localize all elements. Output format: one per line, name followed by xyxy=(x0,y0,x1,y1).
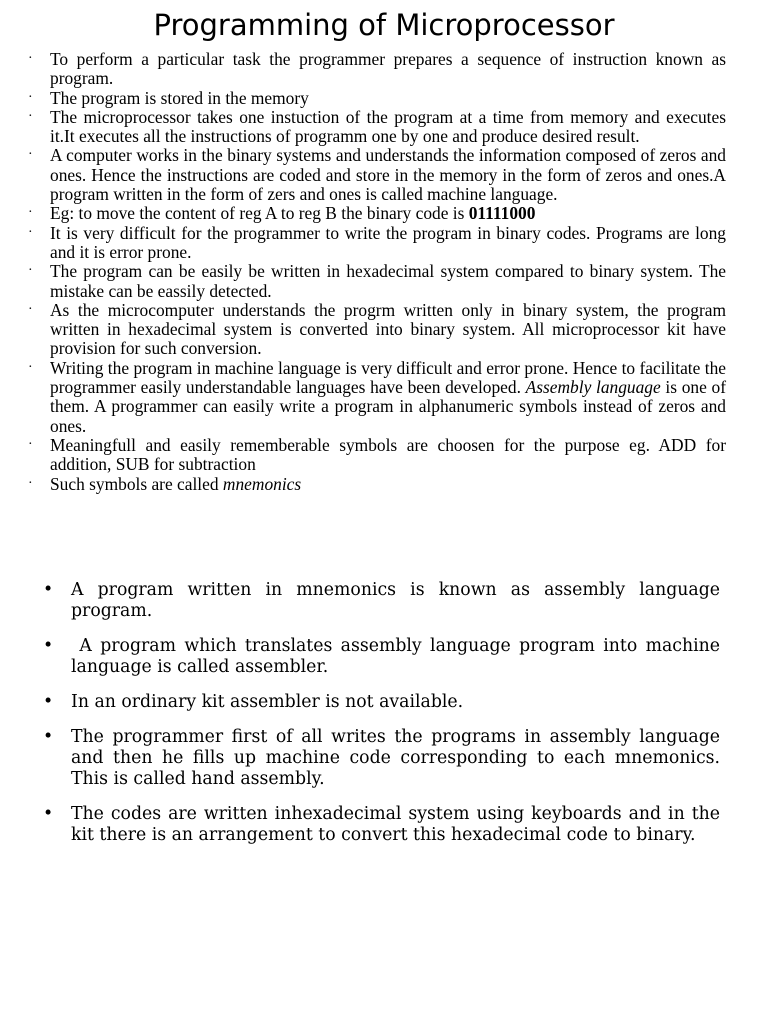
list-item xyxy=(26,204,726,223)
bullet-dot: · xyxy=(28,147,33,163)
list-item xyxy=(26,89,726,108)
list-item-text: Writing the program in machine language is very difficult and error prone. Hence to facilitate the programmer easily understandable languages have been developed. xyxy=(50,357,726,398)
round-bullet: • xyxy=(43,636,54,656)
list-item xyxy=(26,146,726,204)
round-bullet: • xyxy=(43,804,54,824)
summary-item-text: A program which translates assembly language program into machine language is called assembler. xyxy=(71,636,726,677)
bullet-dot: · xyxy=(28,475,33,491)
summary-item xyxy=(40,727,720,790)
list-item xyxy=(26,262,726,301)
list-item xyxy=(26,224,726,263)
binary-code: 01111000 xyxy=(468,203,536,224)
round-bullet: • xyxy=(43,580,54,600)
list-item-text: A computer works in the binary systems and understands the information composed of zeros and ones. Hence the instructions are coded and store in the memory in the form of zeros and ones.A program written in the form of zers and ones is called machine language. xyxy=(50,145,726,205)
list-item-text: The program can be easily be written in hexadecimal system compared to binary system. The mistake can be eassily detected. xyxy=(50,261,726,301)
summary-item xyxy=(40,692,720,713)
summary-item xyxy=(40,804,720,846)
point-list xyxy=(26,50,726,494)
list-item xyxy=(26,475,726,494)
list-item xyxy=(26,108,726,147)
list-item-text: The microprocessor takes one instuction of the program at a time from memory and executes it.It executes all the instructions of programm one by one and produce desired result. xyxy=(50,106,726,147)
list-item-text: To perform a particular task the programmer prepares a sequence of instruction known as program. xyxy=(50,49,726,89)
bullet-dot: · xyxy=(28,89,33,105)
page-title: Programming of Microprocessor xyxy=(153,8,615,42)
summary-item xyxy=(40,636,726,678)
list-item-text: Meaningfull and easily rememberable symbols are choosen for the purpose eg. ADD for addition, SUB for subtraction xyxy=(50,434,726,475)
list-item-text: It is very difficult for the programmer to write the program in binary codes. Programs are long and it is error prone. xyxy=(50,222,726,262)
list-item xyxy=(26,436,726,475)
summary-item-text: In an ordinary kit assembler is not available. xyxy=(71,692,464,712)
bullet-dot: · xyxy=(28,359,33,375)
summary-item-text: A program written in mnemonics is known as assembly language program. xyxy=(71,580,720,621)
bullet-dot: · xyxy=(28,108,33,124)
round-bullet: • xyxy=(43,692,54,712)
summary-item-text: The programmer first of all writes the programs in assembly language and then he fills up machine code corresponding to each mnemonics. This is called hand assembly. xyxy=(71,727,720,789)
list-item-text: The program is stored in the memory xyxy=(50,87,309,108)
list-item xyxy=(26,50,726,89)
list-item-text: Such symbols are called xyxy=(50,473,223,494)
summary-item-text: The codes are written inhexadecimal system using keyboards and in the kit there is an arrangement to convert this hexadecimal code to binary. xyxy=(71,804,720,845)
bullet-dot: · xyxy=(28,51,33,66)
summary-item xyxy=(40,580,720,622)
bullet-dot: · xyxy=(28,205,33,221)
list-item-text: As the microcomputer understands the progrm written only in binary system, the program written in hexadecimal system is converted into binary system. All microprocessor kit have provision for such conversion. xyxy=(50,299,726,359)
list-item xyxy=(26,359,726,436)
list-item-text: is one of them. A programmer can easily write a program in alphanumeric symbols instead of zeros and ones. xyxy=(50,377,726,436)
bullet-dot: · xyxy=(28,263,33,279)
emphasis-term: mnemonics xyxy=(222,473,302,494)
list-item xyxy=(26,301,726,359)
bullet-dot: · xyxy=(28,224,33,240)
round-bullet: • xyxy=(43,727,54,747)
bullet-dot: · xyxy=(28,301,33,317)
list-item-text: Eg: to move the content of reg A to reg B the binary code is xyxy=(50,203,469,224)
bullet-dot: · xyxy=(28,436,33,452)
summary-list xyxy=(40,580,726,860)
emphasis-term: Assembly language xyxy=(525,377,661,398)
